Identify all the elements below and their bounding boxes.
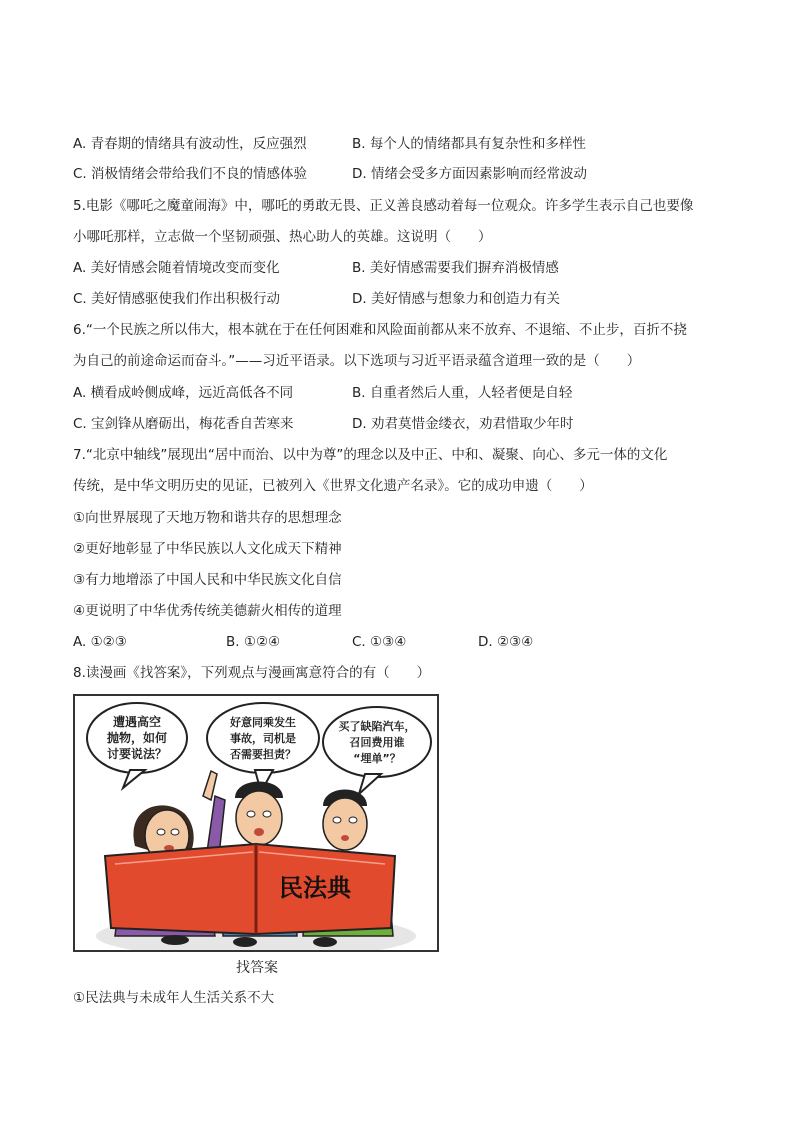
bubble2-line3: 否需要担责？ — [230, 748, 296, 761]
book-title: 民法典 — [279, 874, 351, 902]
comic-image — [73, 694, 439, 952]
q7-stem-line2: 传统，是中华文明历史的见证，已被列入《世界文化遗产名录》。它的成功申遗（ ） — [73, 478, 593, 494]
q6-option-d: D. 劝君莫惜金缕衣，劝君惜取少年时 — [352, 416, 574, 432]
q7-option-b: B. ①②④ — [226, 634, 281, 650]
q7-option-a: A. ①②③ — [73, 634, 127, 650]
q6-option-c: C. 宝剑锋从磨砺出，梅花香自苦寒来 — [73, 416, 294, 432]
q8-stem: 8.读漫画《找答案》，下列观点与漫画寓意符合的有（ ） — [73, 665, 431, 681]
q5-option-a: A. 美好情感会随着情境改变而变化 — [73, 260, 280, 276]
q4-option-c: C. 消极情绪会带给我们不良的情感体验 — [73, 166, 308, 182]
q5-option-b: B. 美好情感需要我们摒弃消极情感 — [352, 260, 559, 276]
q5-stem-line1: 5.电影《哪吒之魔童闹海》中，哪吒的勇敢无畏、正义善良感动着每一位观众。许多学生表示自己也要像 — [73, 198, 694, 214]
q7-option-d: D. ②③④ — [478, 634, 534, 650]
q7-statement-1: ①向世界展现了天地万物和谐共存的思想理念 — [73, 510, 342, 526]
bubble3-line2: 召回费用谁 — [349, 736, 405, 749]
bubble2-line1: 好意同乘发生 — [230, 716, 296, 729]
comic-illustration — [75, 696, 437, 950]
bubble3-line1: 买了缺陷汽车， — [338, 720, 416, 733]
bubble1-line1: 遭遇高空 — [112, 715, 162, 729]
q5-option-c: C. 美好情感驱使我们作出积极行动 — [73, 291, 281, 307]
q6-stem-line1: 6.“一个民族之所以伟大，根本就在于在任何困难和风险面前都从来不放弃、不退缩、不止步，百折不挠 — [73, 322, 687, 338]
q5-option-d: D. 美好情感与想象力和创造力有关 — [352, 291, 560, 307]
q5-stem-line2: 小哪吒那样，立志做一个坚韧顽强、热心助人的英雄。这说明（ ） — [73, 229, 492, 245]
q7-option-c: C. ①③④ — [352, 634, 407, 650]
comic-caption: 找答案 — [236, 960, 278, 976]
q4-option-a: A. 青春期的情绪具有波动性，反应强烈 — [73, 136, 307, 152]
civil-code-book — [105, 844, 395, 934]
bubble1-line2: 抛物，如何 — [106, 731, 168, 745]
q7-statement-3: ③有力地增添了中国人民和中华民族文化自信 — [73, 572, 342, 588]
bubble2-line2: 事故，司机是 — [230, 732, 296, 745]
q4-option-d: D. 情绪会受多方面因素影响而经常波动 — [352, 166, 587, 182]
q6-stem-line2: 为自己的前途命运而奋斗。”——习近平语录。以下选项与习近平语录蕴含道理一致的是（ ） — [73, 353, 641, 369]
bubble3-line3: “埋单”？ — [353, 752, 401, 765]
q7-statement-4: ④更说明了中华优秀传统美德薪火相传的道理 — [73, 603, 342, 619]
bubble1-line3: 讨要说法？ — [106, 747, 168, 761]
q7-statement-2: ②更好地彰显了中华民族以人文化成天下精神 — [73, 541, 342, 557]
q7-stem-line1: 7.“北京中轴线”展现出“居中而治、以中为尊”的理念以及中正、中和、凝聚、向心、多元一体的文化 — [73, 447, 668, 463]
q4-option-b: B. 每个人的情绪都具有复杂性和多样性 — [352, 136, 586, 152]
q8-statement-1: ①民法典与未成年人生活关系不大 — [73, 990, 275, 1006]
q6-option-a: A. 横看成岭侧成峰，远近高低各不同 — [73, 385, 294, 401]
q6-option-b: B. 自重者然后人重，人轻者便是自轻 — [352, 385, 573, 401]
